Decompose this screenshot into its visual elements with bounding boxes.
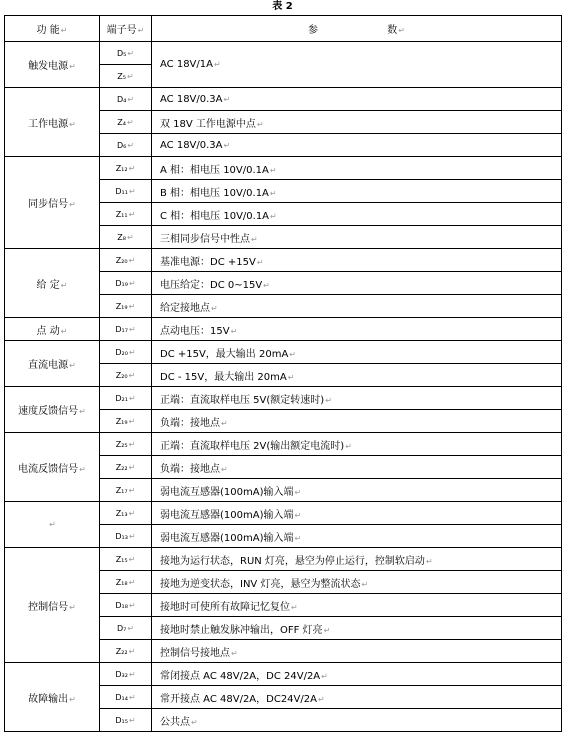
function-cell: 速度反馈信号↵ <box>5 387 100 433</box>
table-row <box>5 387 562 410</box>
terminal-cell: D₁₉↵ <box>100 272 152 295</box>
param-cell: 接地为逆变状态，INV 灯亮，悬空为整流状态↵ <box>152 571 562 594</box>
function-cell: 同步信号↵ <box>5 157 100 249</box>
terminal-cell: Z₅↵ <box>100 65 152 88</box>
param-cell: 弱电流互感器(100mA)输入端↵ <box>152 502 562 525</box>
table-row <box>5 318 562 341</box>
param-cell: 常开接点 AC 48V/2A，DC24V/2A↵ <box>152 686 562 709</box>
terminal-cell: Z₁₉↵ <box>100 295 152 318</box>
terminal-cell: D₆↵ <box>100 134 152 157</box>
param-cell: 三相同步信号中性点↵ <box>152 226 562 249</box>
param-cell: 控制信号接地点↵ <box>152 640 562 663</box>
terminal-cell: D₁₈↵ <box>100 594 152 617</box>
terminal-cell: Z₁₅↵ <box>100 548 152 571</box>
param-cell: 负端：接地点↵ <box>152 410 562 433</box>
table-row <box>5 502 562 525</box>
terminal-cell: D₄↵ <box>100 88 152 111</box>
terminal-cell: D₂₁↵ <box>100 387 152 410</box>
terminal-cell: Z₁₈↵ <box>100 571 152 594</box>
function-cell: 控制信号↵ <box>5 548 100 663</box>
header-param: 参 数↵ <box>152 16 562 42</box>
header-function: 功 能↵ <box>5 16 100 42</box>
terminal-cell: Z₂₂↵ <box>100 456 152 479</box>
function-cell: 给 定↵ <box>5 249 100 318</box>
param-cell: 给定接地点↵ <box>152 295 562 318</box>
param-cell: AC 18V/1A↵ <box>152 42 562 88</box>
param-cell: 点动电压：15V↵ <box>152 318 562 341</box>
param-cell: 接地为运行状态，RUN 灯亮，悬空为停止运行，控制软启动↵ <box>152 548 562 571</box>
terminal-cell: D₁₃↵ <box>100 525 152 548</box>
terminal-cell: Z₂₀↵ <box>100 364 152 387</box>
terminal-parameter-table <box>4 15 562 732</box>
param-cell: DC - 15V，最大输出 20mA↵ <box>152 364 562 387</box>
param-cell: 接地时可使所有故障记忆复位↵ <box>152 594 562 617</box>
param-cell: DC +15V，最大输出 20mA↵ <box>152 341 562 364</box>
terminal-cell: D₁₁↵ <box>100 180 152 203</box>
terminal-cell: D₁₅↵ <box>100 709 152 732</box>
param-cell: 负端：接地点↵ <box>152 456 562 479</box>
terminal-cell: Z₂₂↵ <box>100 640 152 663</box>
function-cell: 工作电源↵ <box>5 88 100 157</box>
table-row <box>5 88 562 111</box>
function-cell: 故障输出↵ <box>5 663 100 732</box>
param-cell: 正端：直流取样电压 2V(输出额定电流时)↵ <box>152 433 562 456</box>
function-cell: 触发电源↵ <box>5 42 100 88</box>
function-cell: ↵ <box>5 502 100 548</box>
terminal-cell: D₁₇↵ <box>100 318 152 341</box>
param-cell: AC 18V/0.3A↵ <box>152 134 562 157</box>
table-row <box>5 249 562 272</box>
function-cell: 点 动↵ <box>5 318 100 341</box>
param-cell: B 相：相电压 10V/0.1A↵ <box>152 180 562 203</box>
param-cell: C 相：相电压 10V/0.1A↵ <box>152 203 562 226</box>
param-cell: 公共点↵ <box>152 709 562 732</box>
terminal-cell: Z₁₉↵ <box>100 410 152 433</box>
terminal-cell: Z₁₇↵ <box>100 479 152 502</box>
terminal-cell: Z₈↵ <box>100 226 152 249</box>
table-row <box>5 548 562 571</box>
table-row <box>5 341 562 364</box>
function-cell: 直流电源↵ <box>5 341 100 387</box>
terminal-cell: D₃₂↵ <box>100 663 152 686</box>
terminal-cell: Z₁₂↵ <box>100 157 152 180</box>
header-terminal: 端子号↵ <box>100 16 152 42</box>
terminal-cell: Z₁₁↵ <box>100 203 152 226</box>
param-cell: 常闭接点 AC 48V/2A，DC 24V/2A↵ <box>152 663 562 686</box>
terminal-cell: D₇↵ <box>100 617 152 640</box>
header-row <box>5 16 562 42</box>
table-row <box>5 42 562 65</box>
terminal-cell: D₂₀↵ <box>100 341 152 364</box>
table-caption: 表 2 <box>272 1 293 12</box>
terminal-cell: Z₁₃↵ <box>100 502 152 525</box>
table-row <box>5 157 562 180</box>
terminal-cell: D₅↵ <box>100 42 152 65</box>
terminal-cell: D₁₄↵ <box>100 686 152 709</box>
table-row <box>5 433 562 456</box>
param-cell: 正端：直流取样电压 5V(额定转速时)↵ <box>152 387 562 410</box>
param-cell: 弱电流互感器(100mA)输入端↵ <box>152 479 562 502</box>
terminal-cell: Z₂₅↵ <box>100 433 152 456</box>
param-cell: 接地时禁止触发脉冲输出，OFF 灯亮↵ <box>152 617 562 640</box>
param-cell: AC 18V/0.3A↵ <box>152 88 562 111</box>
param-cell: 双 18V 工作电源中点↵ <box>152 111 562 134</box>
function-cell: 电流反馈信号↵ <box>5 433 100 502</box>
terminal-cell: Z₄↵ <box>100 111 152 134</box>
param-cell: 弱电流互感器(100mA)输入端↵ <box>152 525 562 548</box>
param-cell: A 相：相电压 10V/0.1A↵ <box>152 157 562 180</box>
table-row <box>5 663 562 686</box>
param-cell: 电压给定：DC 0~15V↵ <box>152 272 562 295</box>
param-cell: 基准电源：DC +15V↵ <box>152 249 562 272</box>
terminal-cell: Z₂₀↵ <box>100 249 152 272</box>
